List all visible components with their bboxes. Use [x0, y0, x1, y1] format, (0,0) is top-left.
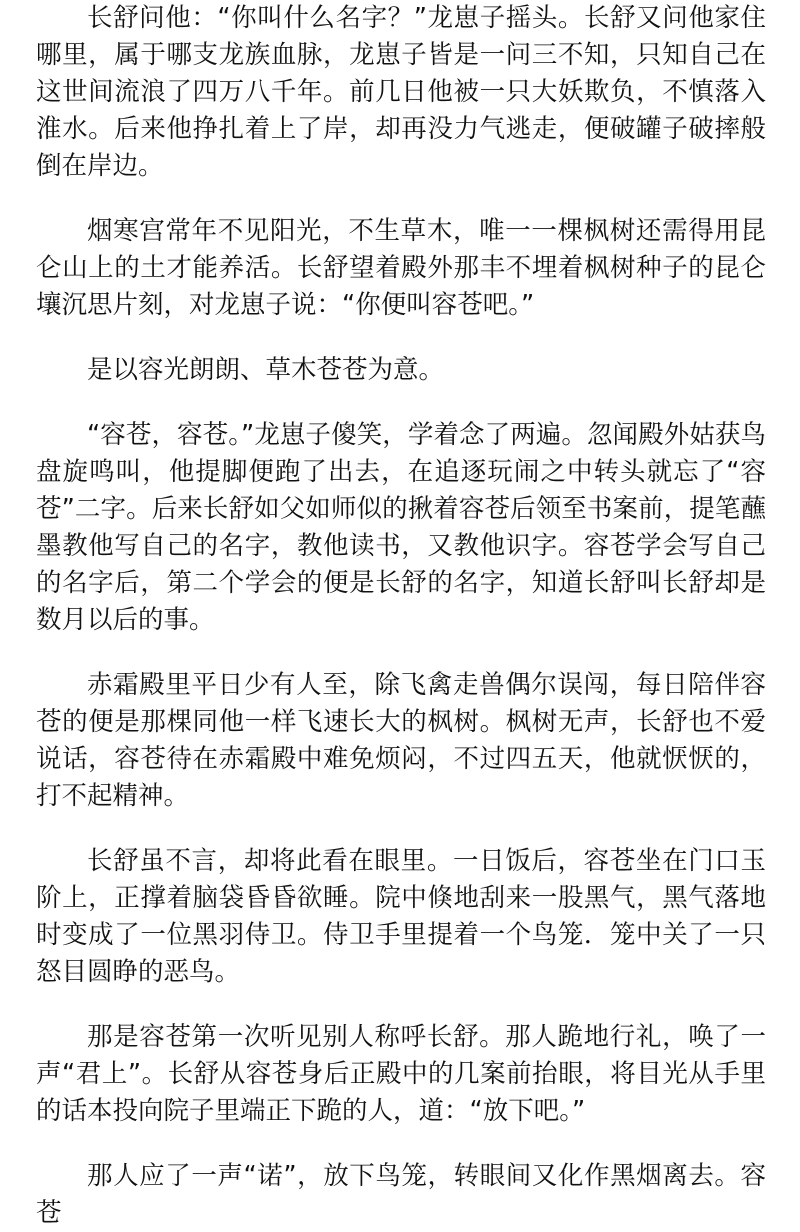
paragraph-7: 那是容苍第一次听见别人称呼长舒。那人跪地行礼，唤了一声“君上”。长舒从容苍身后正殿中的几案前抬眼，将目光从手里的话本投向院子里端正下跪的人，道：“放下吧。”	[36, 1022, 766, 1126]
paragraph-8: 那人应了一声“诺”，放下鸟笼，转眼间又化作黑烟离去。容苍	[36, 1161, 766, 1228]
paragraph-4: “容苍，容苍。”龙崽子傻笑，学着念了两遍。忽闻殿外姑获鸟盘旋鸣叫，他提脚便跑了出去，在追逐玩闹之中转头就忘了“容苍”二字。后来长舒如父如师似的揪着容苍后领至书案前，提笔蘸墨教他写自己的名字，教他读书，又教他识字。容苍学会写自己的名字后，第二个学会的便是长舒的名字，知道长舒叫长舒却是数月以后的事。	[36, 420, 766, 635]
paragraph-3: 是以容光朗朗、草木苍苍为意。	[87, 355, 445, 385]
paragraph-5: 赤霜殿里平日少有人至，除飞禽走兽偶尔误闯，每日陪伴容苍的便是那棵同他一样飞速长大的枫树。枫树无声，长舒也不爱说话，容苍待在赤霜殿中难免烦闷，不过四五天，他就恹恹的，打不起精神。	[36, 670, 766, 811]
paragraph-2: 烟寒宫常年不见阳光，不生草木，唯一一棵枫树还需得用昆仑山上的土才能养活。长舒望着殿外那丰不埋着枫树种子的昆仑壤沉思片刻，对龙崽子说：“你便叫容苍吧。”	[36, 216, 766, 320]
paragraph-6: 长舒虽不言，却将此看在眼里。一日饭后，容苍坐在门口玉阶上，正撑着脑袋昏昏欲睡。院中倏地刮来一股黑气，黑气落地时变成了一位黑羽侍卫。侍卫手里提着一个鸟笼．笼中关了一只怒目圆睁的恶鸟。	[36, 846, 766, 987]
paragraph-1: 长舒问他：“你叫什么名字？”龙崽子摇头。长舒又问他家住哪里，属于哪支龙族血脉，龙崽子皆是一问三不知，只知自己在这世间流浪了四万八千年。前几日他被一只大妖欺负，不慎落入淮水。后来他挣扎着上了岸，却再没力气逃走，便破罐子破摔般倒在岸边。	[36, 3, 766, 181]
